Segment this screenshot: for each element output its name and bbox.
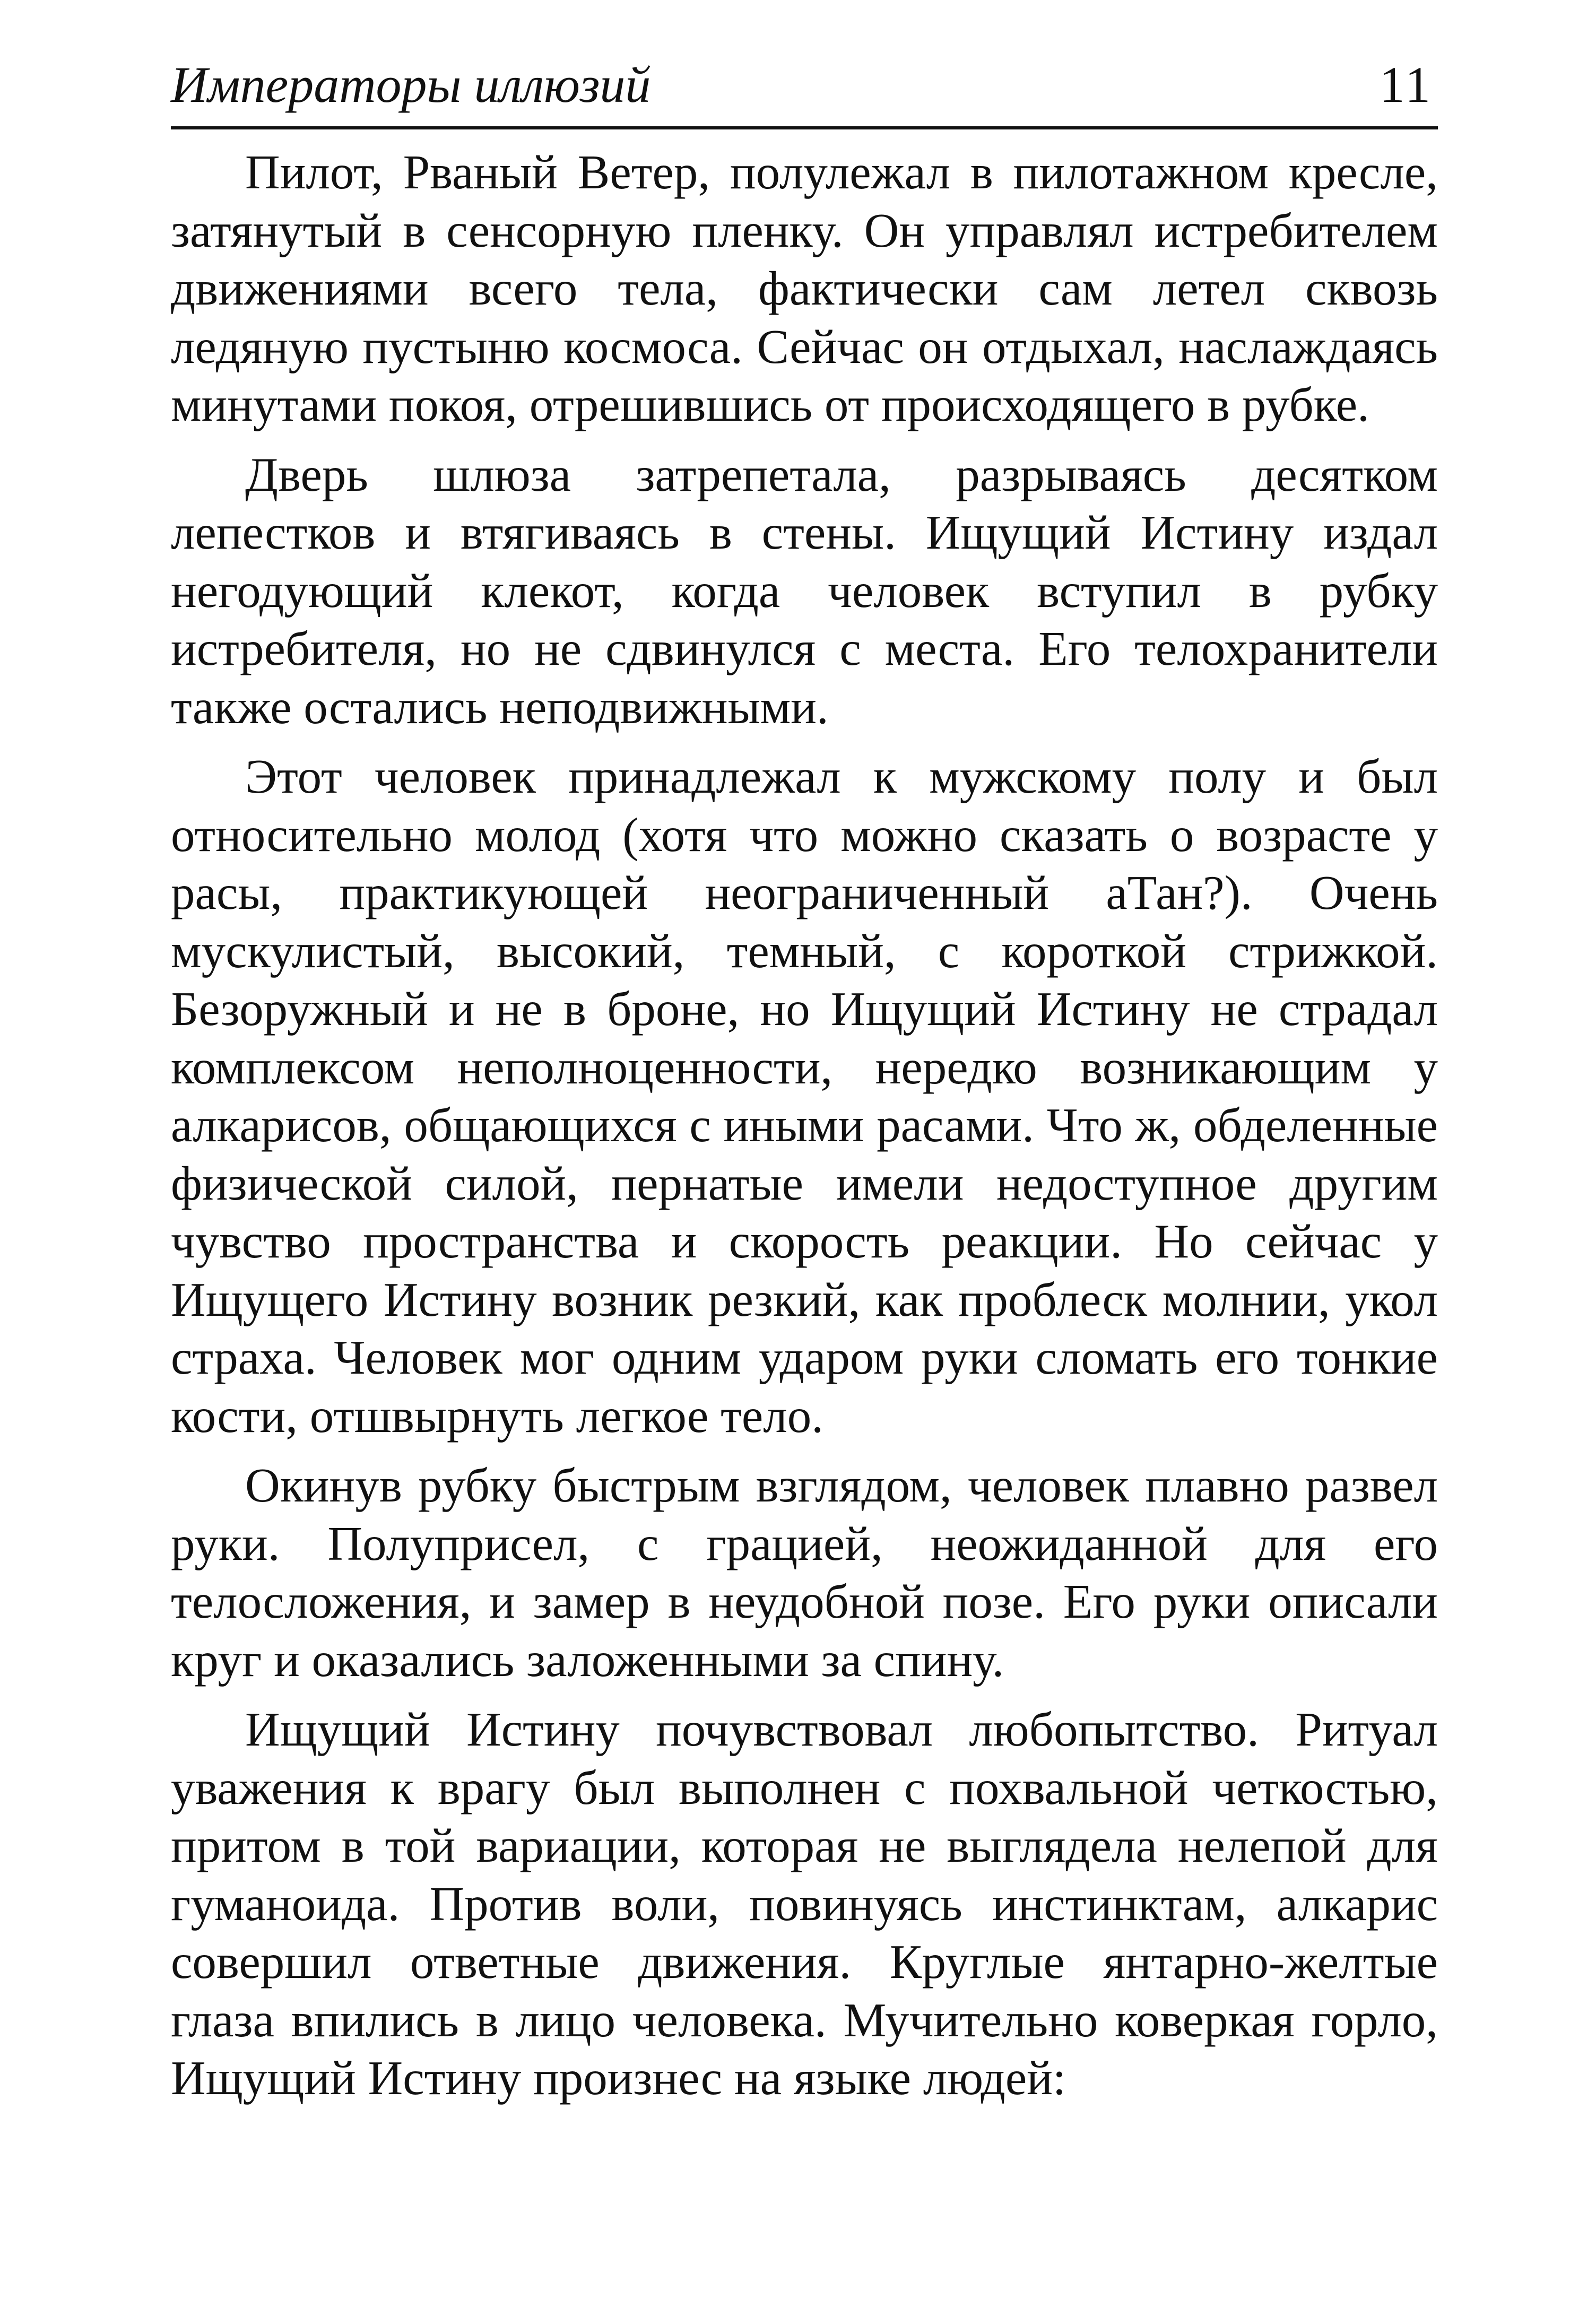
paragraph-5: Ищущий Истину почувствовал любопытство. Ритуал уважения к врагу был выполнен с похвальной четкостью, притом в той вариации, которая не выглядела нелепой для гуманоида. Против воли, повинуясь инстинктам, алкарис совершил ответные движения. Круглые янтарно-желтые глаза впились в лицо человека. Мучительно коверкая горло, Ищущий Истину произнес на языке людей: <box>171 1703 1438 2105</box>
paragraph-4: Окинув рубку быстрым взглядом, человек плавно развел руки. Полуприсел, с грацией, неожиданной для его телосложения, и замер в неудобной позе. Его руки описали круг и оказались заложенными за спину. <box>171 1459 1438 1687</box>
book-page <box>171 53 1438 2119</box>
paragraph-2: Дверь шлюза затрепетала, разрываясь десятком лепестков и втягиваясь в стены. Ищущий Истину издал негодующий клекот, когда человек вступил в рубку истребителя, но не сдвинулся с места. Его телохранители также остались неподвижными. <box>171 447 1438 734</box>
paragraph-3: Этот человек принадлежал к мужскому полу и был относительно молод (хотя что можно сказать о возрасте у расы, практикующей неограниченный аТан?). Очень мускулистый, высокий, темный, с короткой стрижкой. Безоружный и не в броне, но Ищущий Истину не страдал комплексом неполноценности, нередко возникающим у алкарисов, общающихся с иными расами. Что ж, обделенные физической силой, пернатые имели недоступное другим чувство пространства и скорость реакции. Но сейчас у Ищущего Истину возник резкий, как проблеск молнии, укол страха. Человек мог одним ударом руки сломать его тонкие кости, отшвырнуть легкое тело. <box>171 750 1438 1443</box>
running-title: Императоры иллюзий <box>171 56 651 113</box>
page-number: 11 <box>1379 56 1433 113</box>
paragraph-1: Пилот, Рваный Ветер, полулежал в пилотажном кресле, затянутый в сенсорную пленку. Он управлял истребителем движениями всего тела, фактически сам летел сквозь ледяную пустыню космоса. Сейчас он отдыхал, наслаждаясь минутами покоя, отрешившись от происходящего в рубке. <box>171 145 1438 431</box>
running-header <box>171 53 1438 129</box>
body-text <box>171 143 1438 2107</box>
